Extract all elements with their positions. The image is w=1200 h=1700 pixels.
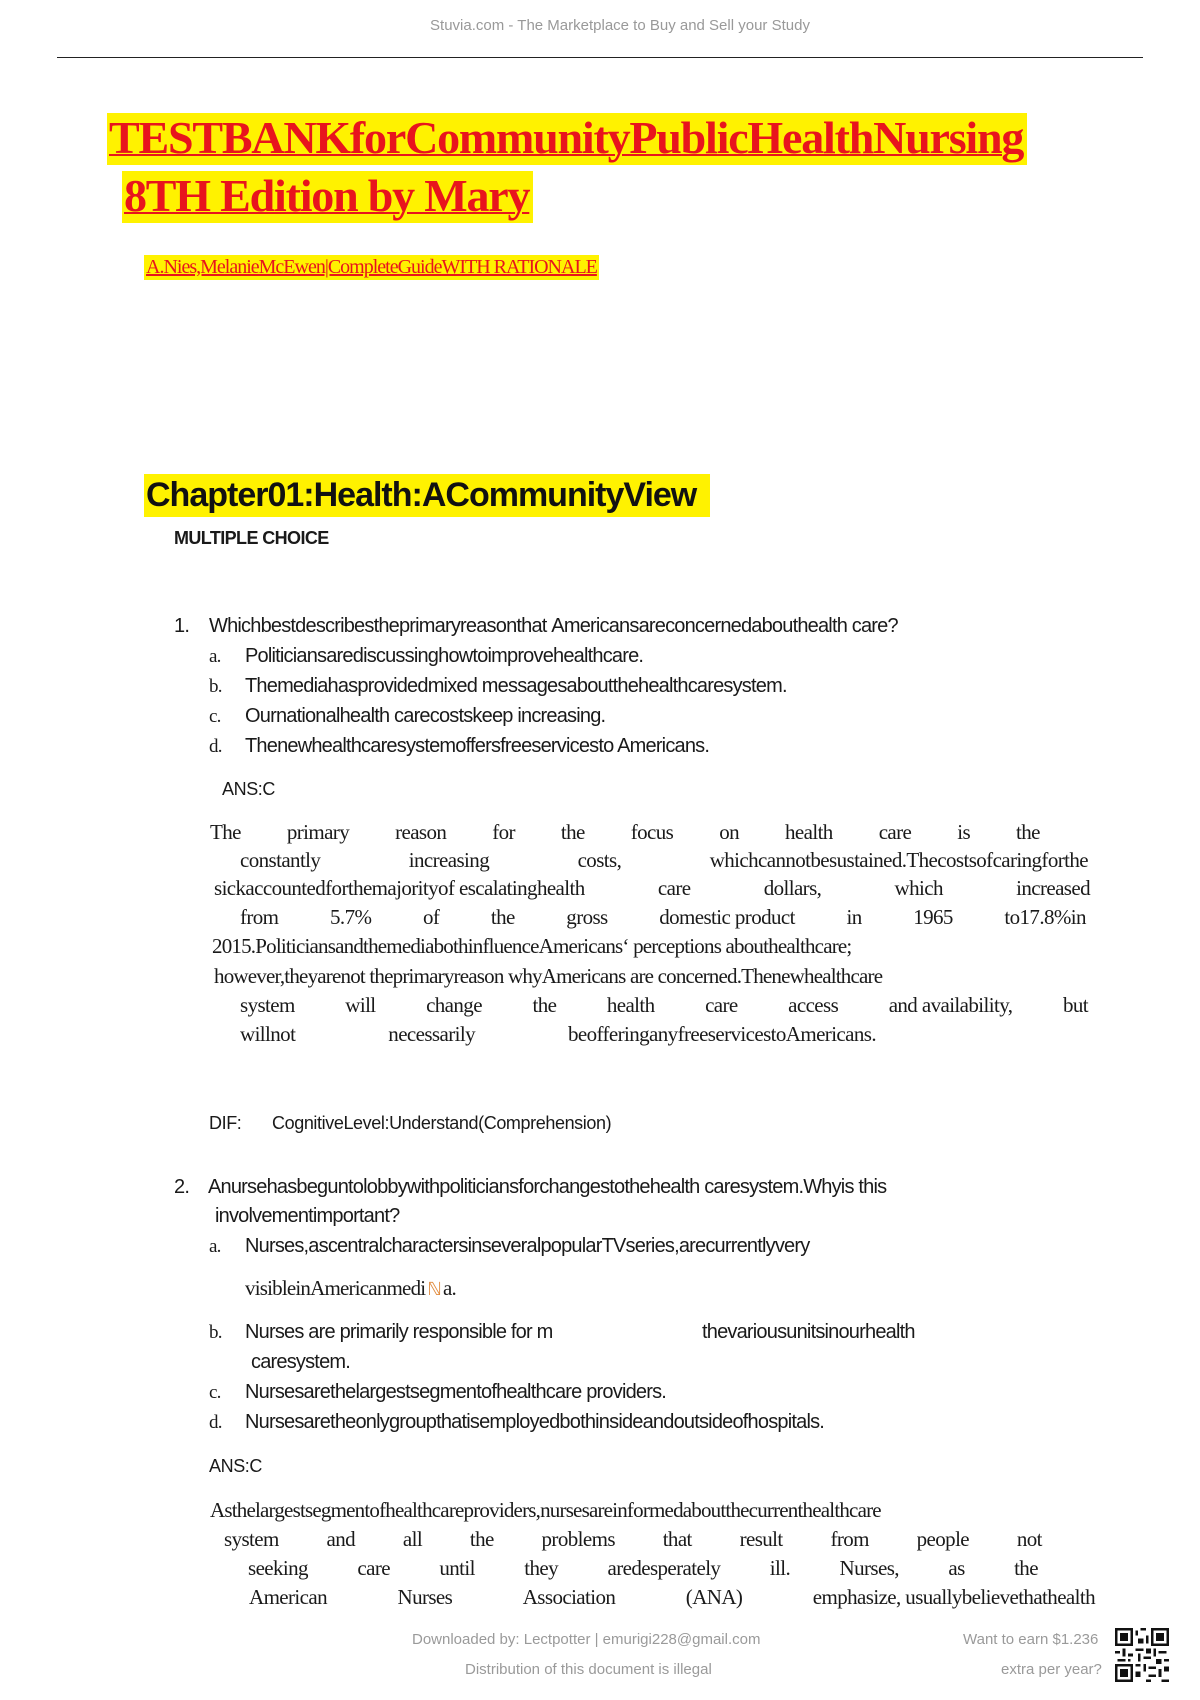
qr-code-icon[interactable]: [1115, 1628, 1169, 1682]
option-text: visibleinAmericanmedi: [245, 1276, 426, 1300]
question-2-stem-line-1: Anursehasbeguntolobbywithpoliticiansforchangestothehealth caresystem.Whyis this: [208, 1176, 887, 1198]
rationale-word: the: [560, 820, 585, 844]
rationale-word: The: [210, 820, 241, 844]
rationale-word: 5.7%: [330, 905, 372, 929]
rationale-word: health: [606, 993, 655, 1017]
question-2-option-b-line-2: caresystem.: [251, 1351, 351, 1373]
question-1-answer: ANS:C: [222, 779, 276, 799]
chapter-heading: Chapter01:Health:ACommunityView: [144, 474, 710, 517]
rationale-word: all: [402, 1527, 423, 1551]
rationale-word: sickaccountedforthemajorityof escalatinghealth: [214, 876, 585, 900]
rationale-word: but: [1062, 993, 1088, 1017]
rationale-word: increasing: [408, 848, 490, 872]
rationale-word: care: [878, 820, 912, 844]
rationale-word: they: [524, 1556, 559, 1580]
question-2-option-b-continued: thevariousunitsinourhealth: [702, 1321, 915, 1343]
rationale-word: Association: [522, 1585, 616, 1609]
option-letter: c.: [209, 1382, 221, 1403]
footer-distribution-notice: Distribution of this document is illegal: [465, 1661, 712, 1678]
rationale-word: gross: [566, 905, 608, 929]
rationale-word: constantly: [240, 848, 321, 872]
option-text: Themediahasprovidedmixed messagesaboutthehealthcaresystem.: [245, 675, 787, 697]
rationale-word: from: [240, 905, 279, 929]
rationale-line: [214, 876, 1090, 901]
footer-earn-line-1: Want to earn $1.236: [963, 1631, 1099, 1648]
rationale-word: whichcannotbesustained.Thecostsofcaringforthe: [709, 848, 1088, 872]
rationale-line: Asthelargestsegmentofhealthcareproviders,nursesareinformedaboutthecurrenthealthcare: [210, 1498, 881, 1522]
rationale-word: American: [249, 1585, 327, 1609]
rationale-word: health: [785, 820, 833, 844]
question-2-option-a: [209, 1235, 809, 1258]
header-divider: [57, 57, 1143, 58]
rationale-word: primary: [286, 820, 350, 844]
rationale-word: on: [719, 820, 740, 844]
rationale-word: change: [426, 993, 482, 1017]
question-2-answer: ANS:C: [209, 1456, 263, 1476]
option-letter: b.: [209, 676, 222, 697]
question-1-option-b: [209, 675, 787, 698]
question-2-option-b: [209, 1321, 552, 1344]
rationale-line: [240, 1022, 876, 1047]
question-2-number: 2.: [174, 1176, 190, 1198]
rationale-word: emphasize, usuallybelievethathealth: [812, 1585, 1095, 1609]
stray-mark: ℕ: [427, 1279, 441, 1299]
document-title-line-1: TESTBANKforCommunityPublicHealthNursing: [107, 113, 1027, 165]
option-letter: d.: [209, 736, 222, 757]
rationale-word: the: [532, 993, 557, 1017]
question-1-option-d: [209, 735, 709, 758]
rationale-word: care: [705, 993, 738, 1017]
option-text: Nurses are primarily responsible for m: [245, 1321, 553, 1343]
option-letter: b.: [209, 1322, 222, 1343]
rationale-line: 2015.PoliticiansandthemediabothinfluenceAmericans‘ perceptions abouthealthcare;: [212, 934, 852, 958]
rationale-line: [249, 1585, 1095, 1610]
option-text: Nursesarethelargestsegmentofhealthcare providers.: [245, 1381, 667, 1403]
question-1-option-c: [209, 705, 605, 728]
option-text: Ournationalhealth carecostskeep increasing.: [245, 705, 606, 727]
rationale-word: Nurses: [397, 1585, 453, 1609]
rationale-word: costs,: [577, 848, 622, 872]
rationale-word: domestic product: [659, 905, 795, 929]
rationale-word: for: [492, 820, 515, 844]
question-2-option-c: [209, 1381, 666, 1404]
question-1-option-a: [209, 645, 643, 668]
rationale-word: system: [240, 993, 295, 1017]
option-text: Nurses,ascentralcharactersinseveralpopularTVseries,arecurrentlyvery: [245, 1235, 810, 1257]
page-header: Stuvia.com - The Marketplace to Buy and Sell your Study: [430, 17, 810, 34]
rationale-word: willnot: [240, 1022, 296, 1046]
option-letter: a.: [209, 1236, 221, 1257]
rationale-word: the: [1016, 820, 1040, 844]
document-subtitle: A.Nies,MelanieMcEwen|CompleteGuideWITH RATIONALE: [146, 256, 597, 278]
rationale-word: and: [326, 1527, 356, 1551]
rationale-word: the: [490, 905, 515, 929]
option-letter: a.: [209, 646, 221, 667]
rationale-line: [210, 820, 1040, 845]
difficulty-label: DIF:: [209, 1113, 242, 1133]
document-title-line-2: 8TH Edition by Mary: [122, 171, 533, 223]
rationale-word: people: [916, 1527, 970, 1551]
rationale-word: from: [830, 1527, 869, 1551]
question-2-stem-line-2: involvementimportant?: [215, 1205, 400, 1227]
rationale-word: the: [469, 1527, 494, 1551]
rationale-word: of: [422, 905, 440, 929]
rationale-word: care: [357, 1556, 390, 1580]
rationale-word: seeking: [248, 1556, 308, 1580]
option-letter: d.: [209, 1412, 222, 1433]
rationale-word: ill.: [769, 1556, 791, 1580]
rationale-word: is: [957, 820, 971, 844]
rationale-word: 1965: [913, 905, 953, 929]
rationale-word: in: [846, 905, 862, 929]
rationale-word: reason: [395, 820, 447, 844]
footer-downloaded-by: Downloaded by: Lectpotter | emurigi228@gmail.com: [412, 1631, 761, 1648]
difficulty-value: CognitiveLevel:Understand(Comprehension): [272, 1113, 612, 1133]
rationale-word: the: [1014, 1556, 1038, 1580]
rationale-word: beofferinganyfreeservicestoAmericans.: [567, 1022, 876, 1046]
question-2-option-a-line-2: [245, 1276, 456, 1301]
rationale-word: focus: [630, 820, 674, 844]
rationale-word: will: [345, 993, 376, 1017]
question-1-stem: Whichbestdescribestheprimaryreasonthat Americansareconcernedabouthealth care?: [209, 615, 898, 637]
rationale-word: not: [1016, 1527, 1042, 1551]
option-text: Thenewhealthcaresystemoffersfreeservicesto Americans.: [245, 735, 710, 757]
rationale-word: until: [439, 1556, 475, 1580]
rationale-word: problems: [541, 1527, 615, 1551]
rationale-line: [224, 1527, 1042, 1552]
rationale-word: aredesperately: [607, 1556, 721, 1580]
option-text: Politiciansarediscussinghowtoimprovehealthcare.: [245, 645, 644, 667]
option-text: Nursesaretheonlygroupthatisemployedbothinsideandoutsideofhospitals.: [245, 1411, 825, 1433]
rationale-line: [248, 1556, 1038, 1581]
rationale-word: system: [224, 1527, 279, 1551]
rationale-word: care: [657, 876, 691, 900]
rationale-word: result: [739, 1527, 783, 1551]
rationale-word: to17.8%in: [1004, 905, 1086, 929]
option-text: a.: [442, 1276, 456, 1300]
rationale-word: access: [788, 993, 839, 1017]
rationale-line: [240, 993, 1088, 1018]
rationale-line: [240, 848, 1088, 873]
rationale-line: however,theyarenot theprimaryreason whyAmericans are concerned.Thenewhealthcare: [214, 964, 883, 988]
question-2-option-d: [209, 1411, 824, 1434]
option-letter: c.: [209, 706, 221, 727]
rationale-word: increased: [1016, 876, 1090, 900]
rationale-word: Nurses,: [839, 1556, 899, 1580]
section-label: MULTIPLE CHOICE: [174, 528, 329, 548]
rationale-word: as: [948, 1556, 965, 1580]
footer-earn-line-2: extra per year?: [1001, 1661, 1102, 1678]
rationale-word: and availability,: [888, 993, 1013, 1017]
rationale-word: which: [894, 876, 943, 900]
question-1-number: 1.: [174, 615, 190, 637]
rationale-word: dollars,: [763, 876, 822, 900]
rationale-word: that: [662, 1527, 692, 1551]
rationale-line: [240, 905, 1086, 930]
rationale-word: (ANA): [685, 1585, 743, 1609]
rationale-word: necessarily: [388, 1022, 475, 1046]
